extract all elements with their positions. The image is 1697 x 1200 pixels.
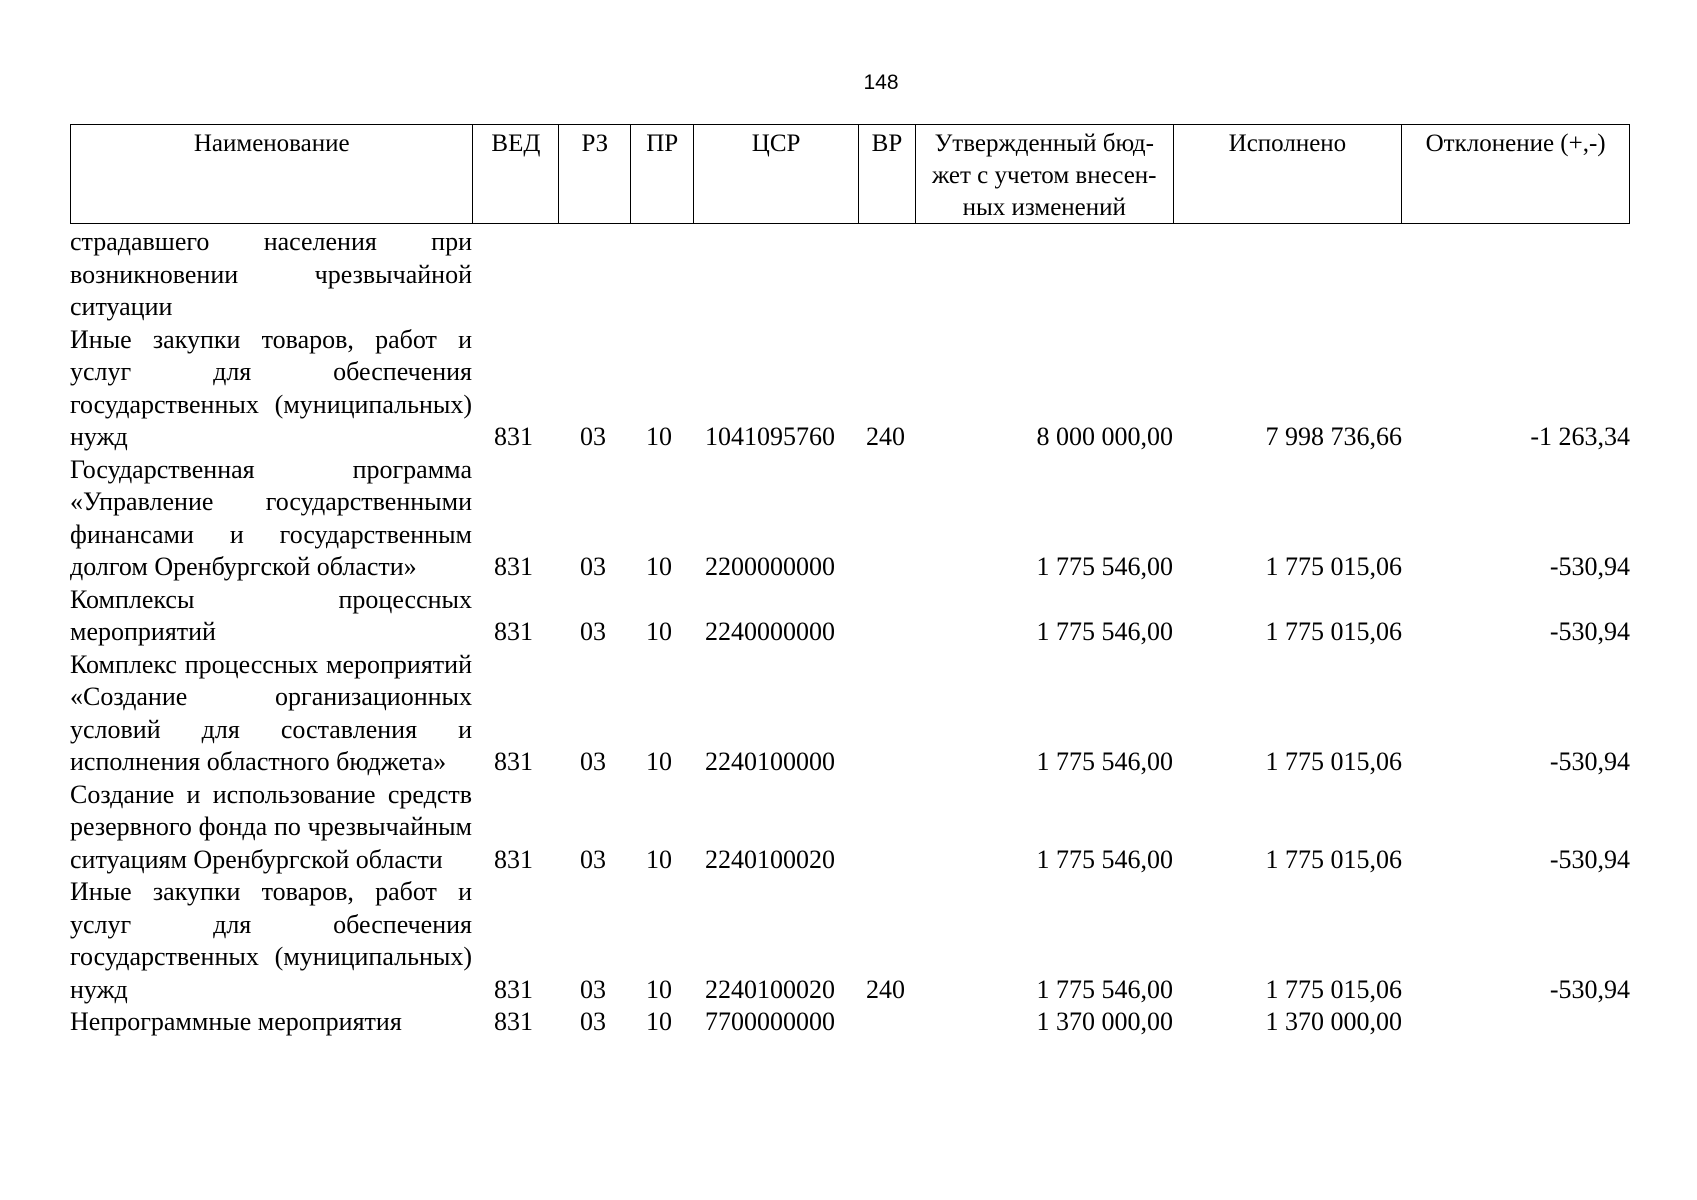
- page-number: 148: [863, 71, 899, 94]
- row-approved-budget: 1 370 000,00: [1036, 1007, 1173, 1036]
- row-vr: 240: [866, 974, 905, 1004]
- row-ved: 831: [494, 422, 533, 451]
- budget-table: [70, 124, 1630, 1039]
- row-ved: 831: [494, 617, 533, 646]
- row-name: Иные закупки товаров, работ и услуг для обеспечения государственных (муниципальных) нужд: [70, 324, 472, 451]
- row-pr: 10: [646, 974, 672, 1004]
- row-pr: 10: [646, 422, 672, 451]
- header-rz: РЗ: [558, 125, 630, 223]
- row-name: Непрограммные мероприятия: [70, 1007, 402, 1036]
- row-approved-budget: 1 775 546,00: [1036, 617, 1173, 646]
- row-approved-budget: 1 775 546,00: [1036, 552, 1173, 581]
- row-executed: 1 775 015,06: [1265, 974, 1402, 1004]
- row-deviation: -1 263,34: [1530, 422, 1630, 451]
- header-executed: Исполнено: [1173, 125, 1402, 223]
- row-approved-budget: 1 775 546,00: [1036, 747, 1173, 776]
- row-csr: 2200000000: [705, 552, 835, 581]
- row-rz: 03: [580, 552, 606, 581]
- row-executed: 1 775 015,06: [1265, 747, 1402, 776]
- row-rz: 03: [580, 844, 606, 874]
- header-approved-budget: [915, 125, 1173, 223]
- header-deviation: Отклонение (+,-): [1401, 125, 1629, 223]
- table-row: [70, 1006, 1630, 1039]
- table-row: [70, 649, 1630, 779]
- table-row: [70, 454, 1630, 584]
- row-ved: 831: [494, 974, 533, 1004]
- row-csr: 1041095760: [705, 422, 835, 451]
- row-ved: 831: [494, 844, 533, 874]
- row-name: Государственная программа «Управление государственными финансами и государственным долгом Оренбургской области»: [70, 454, 472, 581]
- row-rz: 03: [580, 1007, 606, 1036]
- table-body: [70, 226, 1630, 1039]
- row-name: Комплекс процессных мероприятий «Создание организационных условий для составления и исполнения областного бюджета»: [70, 649, 472, 776]
- header-csr: ЦСР: [693, 125, 858, 223]
- header-approved-budget-line: ных изменений: [962, 194, 1126, 221]
- row-ved: 831: [494, 552, 533, 581]
- row-pr: 10: [646, 552, 672, 581]
- row-name: Комплексы процессных мероприятий: [70, 584, 472, 646]
- row-csr: 2240100020: [705, 974, 835, 1004]
- row-executed: 7 998 736,66: [1265, 422, 1402, 451]
- header-pr: ПР: [630, 125, 693, 223]
- row-rz: 03: [580, 747, 606, 776]
- table-row: [70, 584, 1630, 649]
- row-approved-budget: 8 000 000,00: [1036, 422, 1173, 451]
- row-executed: 1 775 015,06: [1265, 552, 1402, 581]
- row-csr: 2240000000: [705, 617, 835, 646]
- row-rz: 03: [580, 422, 606, 451]
- table-header: [70, 124, 1630, 224]
- row-name: Иные закупки товаров, работ и услуг для обеспечения государственных (муниципальных) нужд: [70, 877, 472, 1004]
- row-pr: 10: [646, 617, 672, 646]
- row-deviation: -530,94: [1549, 552, 1630, 581]
- row-deviation: -530,94: [1549, 617, 1630, 646]
- table-row: [70, 324, 1630, 454]
- header-vr: ВР: [858, 125, 915, 223]
- table-row: [70, 876, 1630, 1006]
- row-deviation: -530,94: [1549, 974, 1630, 1004]
- table-row: [70, 226, 1630, 324]
- header-name: Наименование: [193, 130, 350, 157]
- row-csr: 7700000000: [705, 1007, 835, 1036]
- row-pr: 10: [646, 1007, 672, 1036]
- row-vr: 240: [866, 422, 905, 451]
- row-rz: 03: [580, 617, 606, 646]
- header-approved-budget-line: Утвержденный бюд-: [934, 130, 1154, 157]
- row-deviation: -530,94: [1549, 747, 1630, 776]
- row-name: страдавшего населения при возникновении чрезвычайной ситуации: [70, 227, 472, 321]
- row-executed: 1 370 000,00: [1265, 1007, 1402, 1036]
- row-executed: 1 775 015,06: [1265, 844, 1402, 874]
- row-name: Создание и использование средств резервного фонда по чрезвычайным ситуациям Оренбургской области: [70, 779, 472, 874]
- row-deviation: -530,94: [1549, 844, 1630, 874]
- row-approved-budget: 1 775 546,00: [1036, 844, 1173, 874]
- header-approved-budget-line: жет с учетом внесен-: [931, 162, 1157, 189]
- row-csr: 2240100020: [705, 844, 835, 874]
- row-ved: 831: [494, 1007, 533, 1036]
- row-rz: 03: [580, 974, 606, 1004]
- row-pr: 10: [646, 747, 672, 776]
- table-row: [70, 779, 1630, 877]
- row-pr: 10: [646, 844, 672, 874]
- row-csr: 2240100000: [705, 747, 835, 776]
- row-executed: 1 775 015,06: [1265, 617, 1402, 646]
- row-approved-budget: 1 775 546,00: [1036, 974, 1173, 1004]
- header-ved: ВЕД: [472, 125, 558, 223]
- row-ved: 831: [494, 747, 533, 776]
